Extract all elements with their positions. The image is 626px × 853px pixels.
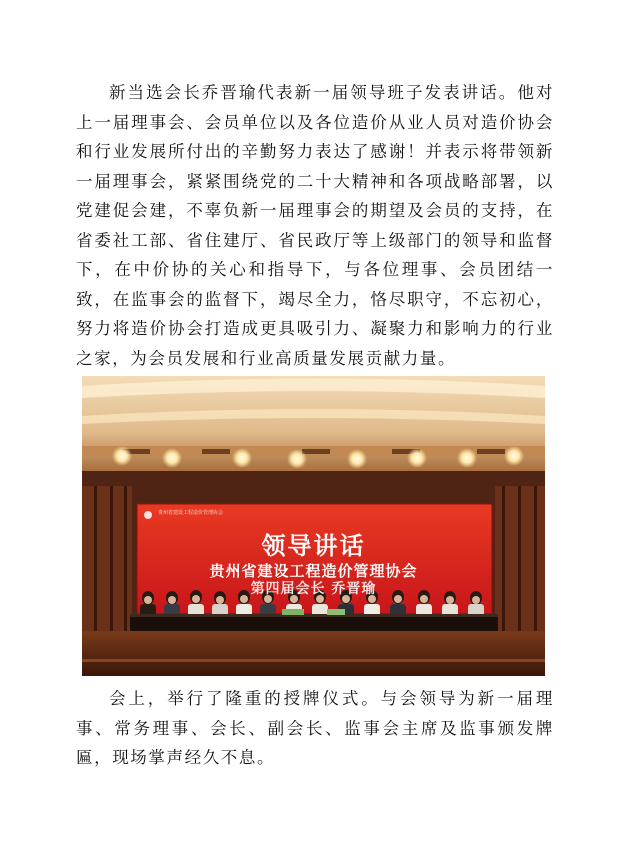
screen-heading: 领导讲话 xyxy=(261,532,366,560)
screen-line-1: 贵州省建设工程造价管理协会 xyxy=(209,562,418,580)
event-photo xyxy=(82,376,545,676)
article-paragraph-1: 新当选会长乔晋瑜代表新一届领导班子发表讲话。他对上一届理事会、会员单位以及各位造价从业人员对造价协会和行业发展所付出的辛勤努力表达了感谢！并表示将带领新一届理事会，紧紧围绕党的二十大精神和各项战略部署，以党建促会建，不辜负新一届理事会的期望及会员的支持，在省委社工部、省住建厅、省民政厅等上级部门的领导和监督下，在中价协的关心和指导下，与各位理事、会员团结一致，在监事会的监督下，竭尽全力，恪尽职守，不忘初心，努力将造价协会打造成更具吸引力、凝聚力和影响力的行业之家，为会员发展和行业高质量发展贡献力量。 xyxy=(76,83,554,368)
article-paragraph-2: 会上，举行了隆重的授牌仪式。与会领导为新一届理事、常务理事、会长、副会长、监事会主席及监事颁发牌匾，现场掌声经久不息。 xyxy=(76,689,554,767)
screen-logo-text: 贵州省建设工程造价管理协会 xyxy=(158,510,224,516)
screen-line-2: 第四届会长 乔晋瑜 xyxy=(250,581,377,597)
stage-floor xyxy=(82,631,545,676)
